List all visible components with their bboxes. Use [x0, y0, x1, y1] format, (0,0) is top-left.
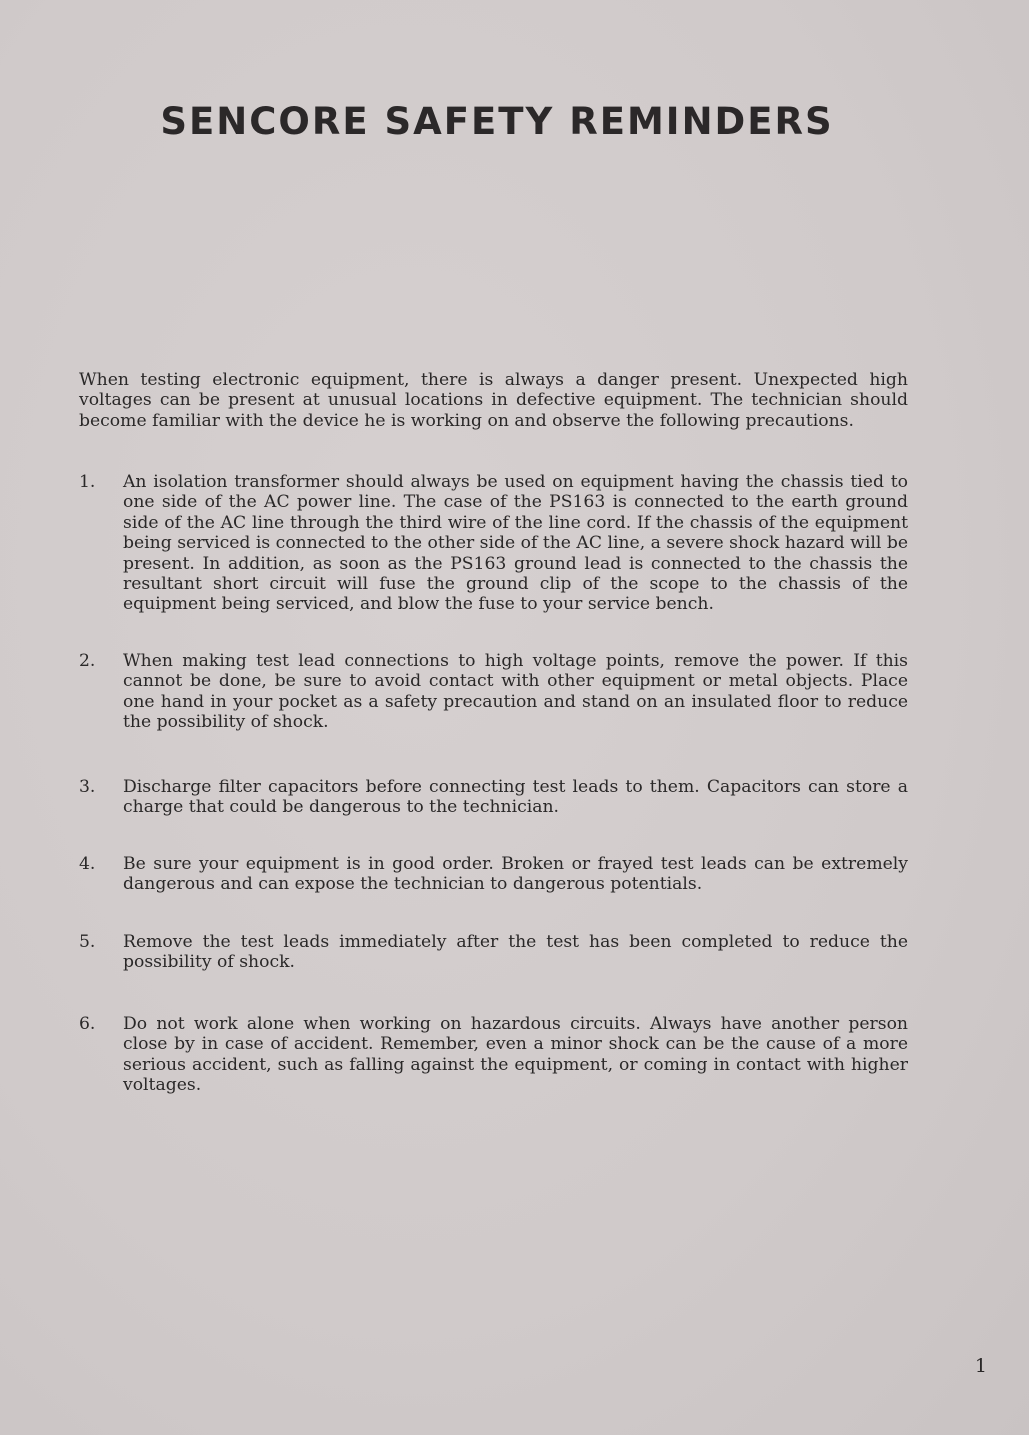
item-text: Discharge filter capacitors before connecting test leads to them. Capacitors can store a charge that could be dangerous to the technician.: [123, 777, 908, 818]
list-item: [79, 472, 908, 615]
intro-paragraph: When testing electronic equipment, there is always a danger present. Unexpected high voltages can be present at unusual locations in defective equipment. The technician should become familiar with the device he is working on and observe the following precautions.: [79, 370, 908, 431]
item-text: An isolation transformer should always be used on equipment having the chassis tied to one side of the AC power line. The case of the PS163 is connected to the earth ground side of the AC line through the third wire of the line cord. If the chassis of the equipment being serviced is connected to the other side of the AC line, a severe shock hazard will be present. In addition, as soon as the PS163 ground lead is connected to the chassis the resultant short circuit will fuse the ground clip of the scope to the chassis of the equipment being serviced, and blow the fuse to your service bench.: [123, 472, 908, 615]
list-item: [79, 651, 908, 733]
list-item: [79, 932, 908, 973]
list-item: [79, 1014, 908, 1096]
item-text: Be sure your equipment is in good order. Broken or frayed test leads can be extremely dangerous and can expose the technician to dangerous potentials.: [123, 854, 908, 895]
list-item: [79, 777, 908, 818]
item-number: 4.: [79, 854, 96, 874]
page-number: 1: [974, 1355, 987, 1377]
item-number: 1.: [79, 472, 96, 492]
item-text: Do not work alone when working on hazardous circuits. Always have another person close by in case of accident. Remember, even a minor shock can be the cause of a more serious accident, such as falling against the equipment, or coming in contact with higher voltages.: [123, 1014, 908, 1096]
item-text: Remove the test leads immediately after the test has been completed to reduce the possibility of shock.: [123, 932, 908, 973]
item-number: 3.: [79, 777, 96, 797]
page-title: SENCORE SAFETY REMINDERS: [160, 100, 834, 143]
list-item: [79, 854, 908, 895]
item-number: 2.: [79, 651, 96, 671]
item-text: When making test lead connections to high voltage points, remove the power. If this cannot be done, be sure to avoid contact with other equipment or metal objects. Place one hand in your pocket as a safety precaution and stand on an insulated floor to reduce the possibility of shock.: [123, 651, 908, 733]
item-number: 5.: [79, 932, 96, 952]
item-number: 6.: [79, 1014, 96, 1034]
